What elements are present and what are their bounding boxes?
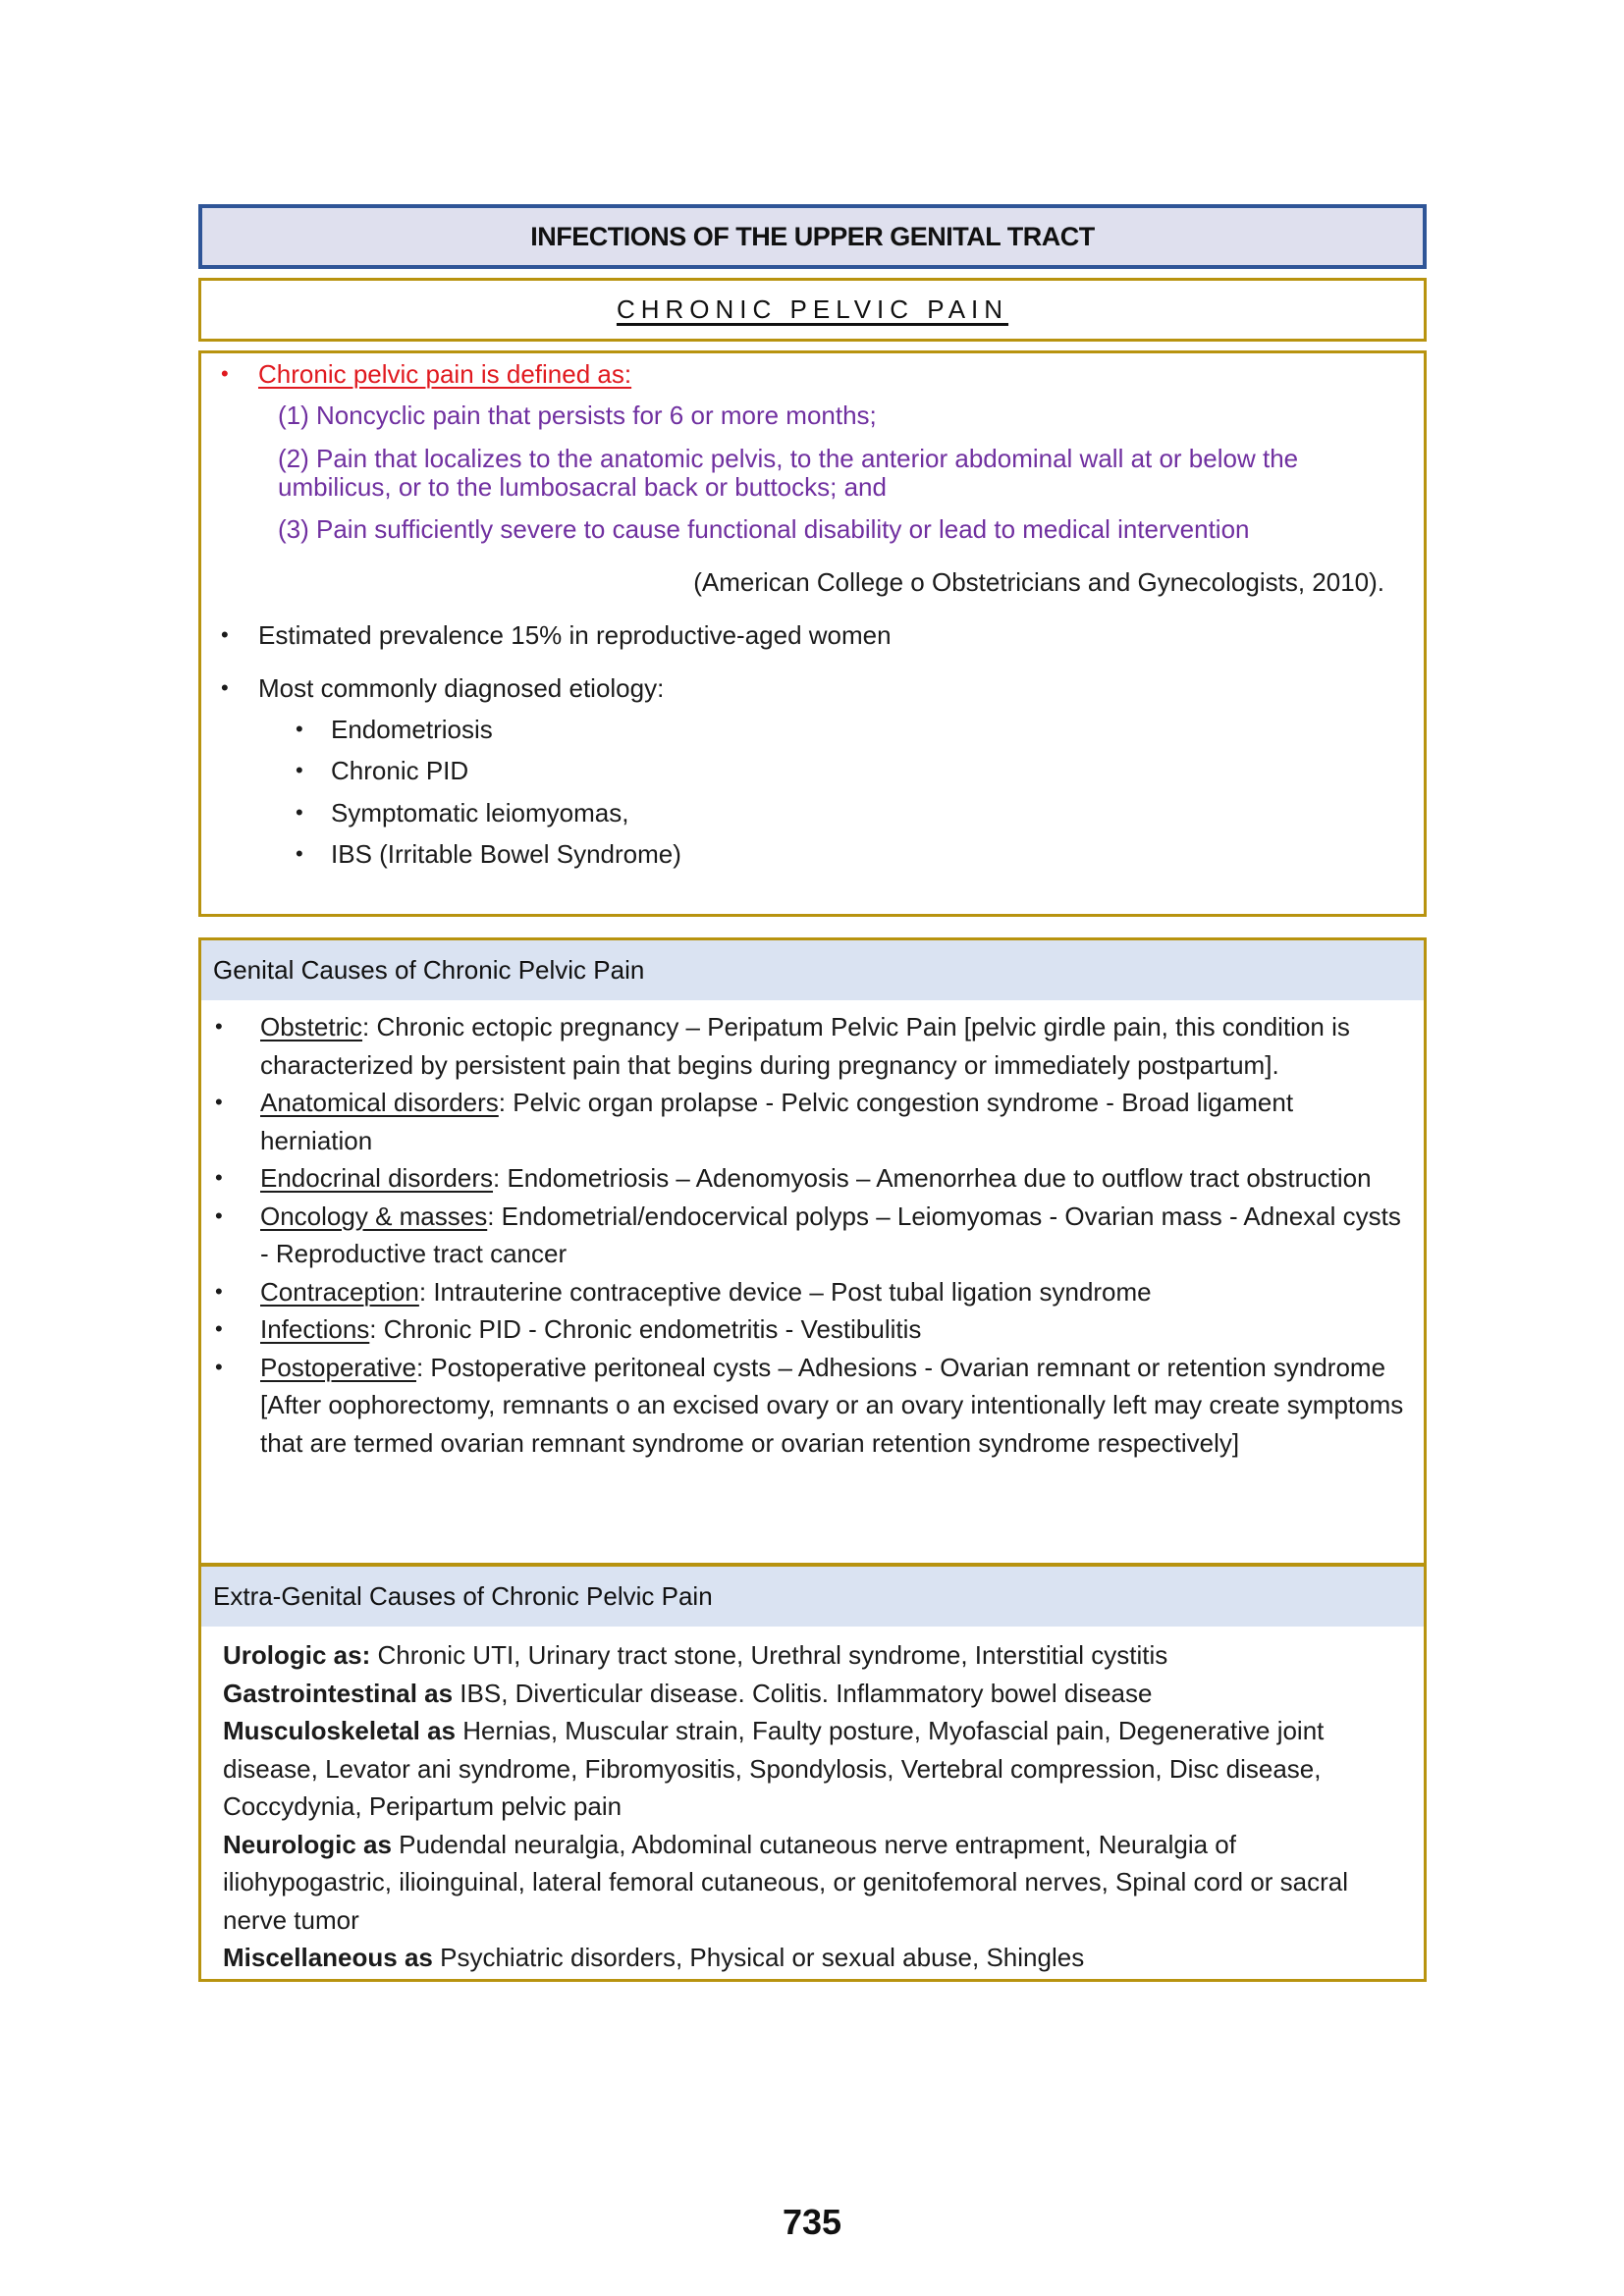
list-item bbox=[201, 1349, 1424, 1463]
cause-text: : Intrauterine contraceptive device – Post tubal ligation syndrome bbox=[418, 1276, 1152, 1307]
page-number: 735 bbox=[782, 2202, 842, 2242]
cause-label: Urologic as: bbox=[223, 1640, 371, 1670]
list-item bbox=[223, 1826, 1402, 1940]
cause-text: : Chronic PID - Chronic endometritis - Vestibulitis bbox=[369, 1314, 922, 1344]
list-item bbox=[223, 1636, 1402, 1675]
genital-causes-list bbox=[201, 1008, 1424, 1462]
chapter-title: INFECTIONS OF THE UPPER GENITAL TRACT bbox=[530, 221, 1095, 251]
etiology-item: Chronic PID bbox=[331, 756, 469, 785]
etiology-item: Endometriosis bbox=[331, 715, 493, 744]
genital-causes-body bbox=[198, 1000, 1427, 1566]
bullet-icon: • bbox=[215, 1278, 223, 1304]
bullet-icon: • bbox=[215, 1090, 223, 1114]
chapter-title-box bbox=[198, 204, 1427, 269]
cause-category: Anatomical disorders bbox=[260, 1088, 499, 1117]
cause-category: Oncology & masses bbox=[260, 1201, 488, 1231]
cause-text: Psychiatric disorders, Physical or sexual abuse, Shingles bbox=[432, 1943, 1085, 1972]
criterion-1: (1) Noncyclic pain that persists for 6 or more months; bbox=[278, 400, 877, 430]
list-item bbox=[223, 1675, 1402, 1713]
cause-text: : Postoperative peritoneal cysts – Adhesions - Ovarian remnant or retention syndrome [After oophorectomy, remnants o an excised ovary or an ovary intentionally left may create symptoms that are termed ovarian remnant syndrome or ovarian retention syndrome respectively] bbox=[260, 1352, 1404, 1458]
criterion-2: (2) Pain that localizes to the anatomic pelvis, to the anterior abdominal wall at or below the bbox=[278, 444, 1299, 473]
citation: (American College o Obstetricians and Gynecologists, 2010). bbox=[693, 567, 1384, 597]
etiology-item: Symptomatic leiomyomas, bbox=[331, 798, 629, 828]
bullet-icon: • bbox=[296, 717, 303, 741]
cause-category: Postoperative bbox=[260, 1352, 416, 1382]
bullet-icon: • bbox=[221, 361, 229, 386]
cause-label: Neurologic as bbox=[223, 1829, 392, 1859]
list-item bbox=[201, 1198, 1424, 1273]
cause-text: : Endometrial/endocervical polyps – Leiomyomas - Ovarian mass - Adnexal cysts - Reproductive tract cancer bbox=[260, 1201, 1401, 1268]
bullet-icon: • bbox=[215, 1316, 223, 1341]
bullet-icon: • bbox=[215, 1165, 223, 1190]
extra-genital-causes-body bbox=[198, 1627, 1427, 1982]
list-item bbox=[201, 1310, 1424, 1349]
cause-text: : Chronic ectopic pregnancy – Peripatum Pelvic Pain [pelvic girdle pain, this condition is characterized by persistent pain that begins during pregnancy or immediately postpartum]. bbox=[260, 1012, 1350, 1080]
definition-heading: Chronic pelvic pain is defined as: bbox=[258, 359, 632, 389]
cause-label: Gastrointestinal as bbox=[223, 1678, 454, 1708]
section-title-box bbox=[198, 278, 1427, 342]
cause-category: Contraception bbox=[260, 1276, 419, 1307]
cause-category: Obstetric bbox=[260, 1012, 363, 1041]
list-item bbox=[201, 1273, 1424, 1311]
extra-genital-causes-list bbox=[223, 1636, 1402, 1977]
cause-label: Miscellaneous as bbox=[223, 1943, 433, 1972]
bullet-icon: • bbox=[296, 800, 303, 825]
cause-text: Pudendal neuralgia, Abdominal cutaneous nerve entrapment, Neuralgia of iliohypogastric, ilioinguinal, lateral femoral cutaneous, or genitofemoral nerves, Spinal cord or sacral nerve tumor bbox=[223, 1829, 1349, 1935]
cause-category: Infections bbox=[260, 1314, 370, 1344]
prevalence-text: Estimated prevalence 15% in reproductive-aged women bbox=[258, 620, 892, 650]
bullet-icon: • bbox=[215, 1354, 223, 1379]
cause-text: : Endometriosis – Adenomyosis – Amenorrhea due to outflow tract obstruction bbox=[493, 1163, 1372, 1193]
cause-text: Chronic UTI, Urinary tract stone, Urethral syndrome, Interstitial cystitis bbox=[370, 1640, 1168, 1670]
criterion-2-cont: umbilicus, or to the lumbosacral back or buttocks; and bbox=[278, 472, 887, 502]
definition-box bbox=[198, 350, 1427, 917]
list-item bbox=[201, 1159, 1424, 1198]
cause-text: Hernias, Muscular strain, Faulty posture, Myofascial pain, Degenerative joint disease, Levator ani syndrome, Fibromyositis, Spondylosis, Vertebral compression, Disc disease, Coccydynia, Peripartum pelvic pain bbox=[223, 1716, 1325, 1821]
bullet-icon: • bbox=[215, 1202, 223, 1228]
cause-label: Musculoskeletal as bbox=[223, 1716, 456, 1745]
list-item bbox=[223, 1712, 1402, 1826]
criterion-3: (3) Pain sufficiently severe to cause functional disability or lead to medical intervention bbox=[278, 514, 1250, 544]
list-item bbox=[223, 1939, 1402, 1977]
cause-text: IBS, Diverticular disease. Colitis. Inflammatory bowel disease bbox=[453, 1678, 1153, 1708]
etiology-item: IBS (Irritable Bowel Syndrome) bbox=[331, 839, 681, 869]
section-title: CHRONIC PELVIC PAIN bbox=[616, 294, 1009, 324]
cause-text: : Pelvic organ prolapse - Pelvic congestion syndrome - Broad ligament herniation bbox=[260, 1088, 1294, 1155]
extra-genital-causes-header bbox=[198, 1563, 1427, 1629]
genital-causes-heading: Genital Causes of Chronic Pelvic Pain bbox=[213, 955, 645, 985]
genital-causes-header bbox=[198, 937, 1427, 1003]
cause-category: Endocrinal disorders bbox=[260, 1163, 494, 1193]
etiology-heading: Most commonly diagnosed etiology: bbox=[258, 673, 665, 703]
bullet-icon: • bbox=[296, 758, 303, 782]
extra-genital-causes-heading: Extra-Genital Causes of Chronic Pelvic Pain bbox=[213, 1581, 713, 1611]
bullet-icon: • bbox=[215, 1014, 223, 1039]
bullet-icon: • bbox=[296, 841, 303, 866]
list-item bbox=[201, 1008, 1424, 1084]
bullet-icon: • bbox=[221, 675, 229, 700]
list-item bbox=[201, 1084, 1424, 1159]
bullet-icon: • bbox=[221, 622, 229, 647]
